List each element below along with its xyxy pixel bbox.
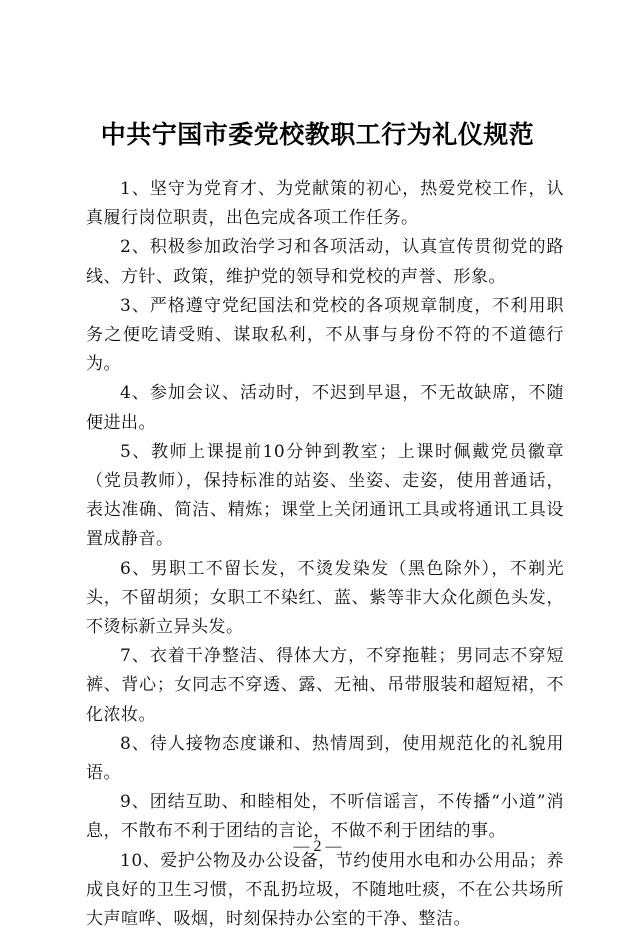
rule-paragraph-2: 2、积极参加政治学习和各项活动，认真宣传贯彻党的路线、方针、政策，维护党的领导和党校的声誉、形象。 [86, 237, 564, 287]
rule-paragraph-9: 9、团结互助、和睦相处，不听信谣言，不传播“小道”消息，不散布不利于团结的言论，不做不利于团结的事。 [86, 792, 564, 842]
page-number: — 2 — [293, 838, 342, 855]
rule-paragraph-6: 6、男职工不留长发，不烫发染发（黑色除外），不剃光头，不留胡须；女职工不染红、蓝、紫等非大众化颜色头发，不烫标新立异头发。 [86, 558, 564, 638]
rule-paragraph-10: 10、爱护公物及办公设备，节约使用水电和办公用品；养成良好的卫生习惯，不乱扔垃圾，不随地吐痰，不在公共场所大声喧哗、吸烟，时刻保持办公室的干净、整洁。 [86, 850, 564, 930]
document-body [86, 175, 564, 934]
document-title: 中共宁国市委党校教职工行为礼仪规范 [100, 120, 535, 149]
rule-paragraph-3: 3、严格遵守党纪国法和党校的各项规章制度，不利用职务之便吃请受贿、谋取私利，不从事与身份不符的不道德行为。 [86, 295, 564, 375]
rule-paragraph-8: 8、待人接物态度谦和、热情周到，使用规范化的礼貌用语。 [86, 733, 564, 784]
rule-paragraph-4: 4、参加会议、活动时，不迟到早退，不无故缺席，不随便进出。 [86, 383, 564, 433]
rule-paragraph-7: 7、衣着干净整洁、得体大方，不穿拖鞋；男同志不穿短裤、背心；女同志不穿透、露、无袖、吊带服装和超短裙，不化浓妆。 [86, 646, 564, 725]
rule-paragraph-5: 5、教师上课提前10分钟到教室；上课时佩戴党员徽章（党员教师），保持标准的站姿、坐姿、走姿，使用普通话，表达准确、简洁、精炼；课堂上关闭通讯工具或将通讯工具设置成静音。 [86, 441, 564, 550]
rule-paragraph-1: 1、坚守为党育才、为党献策的初心，热爱党校工作，认真履行岗位职责，出色完成各项工作任务。 [86, 179, 564, 229]
